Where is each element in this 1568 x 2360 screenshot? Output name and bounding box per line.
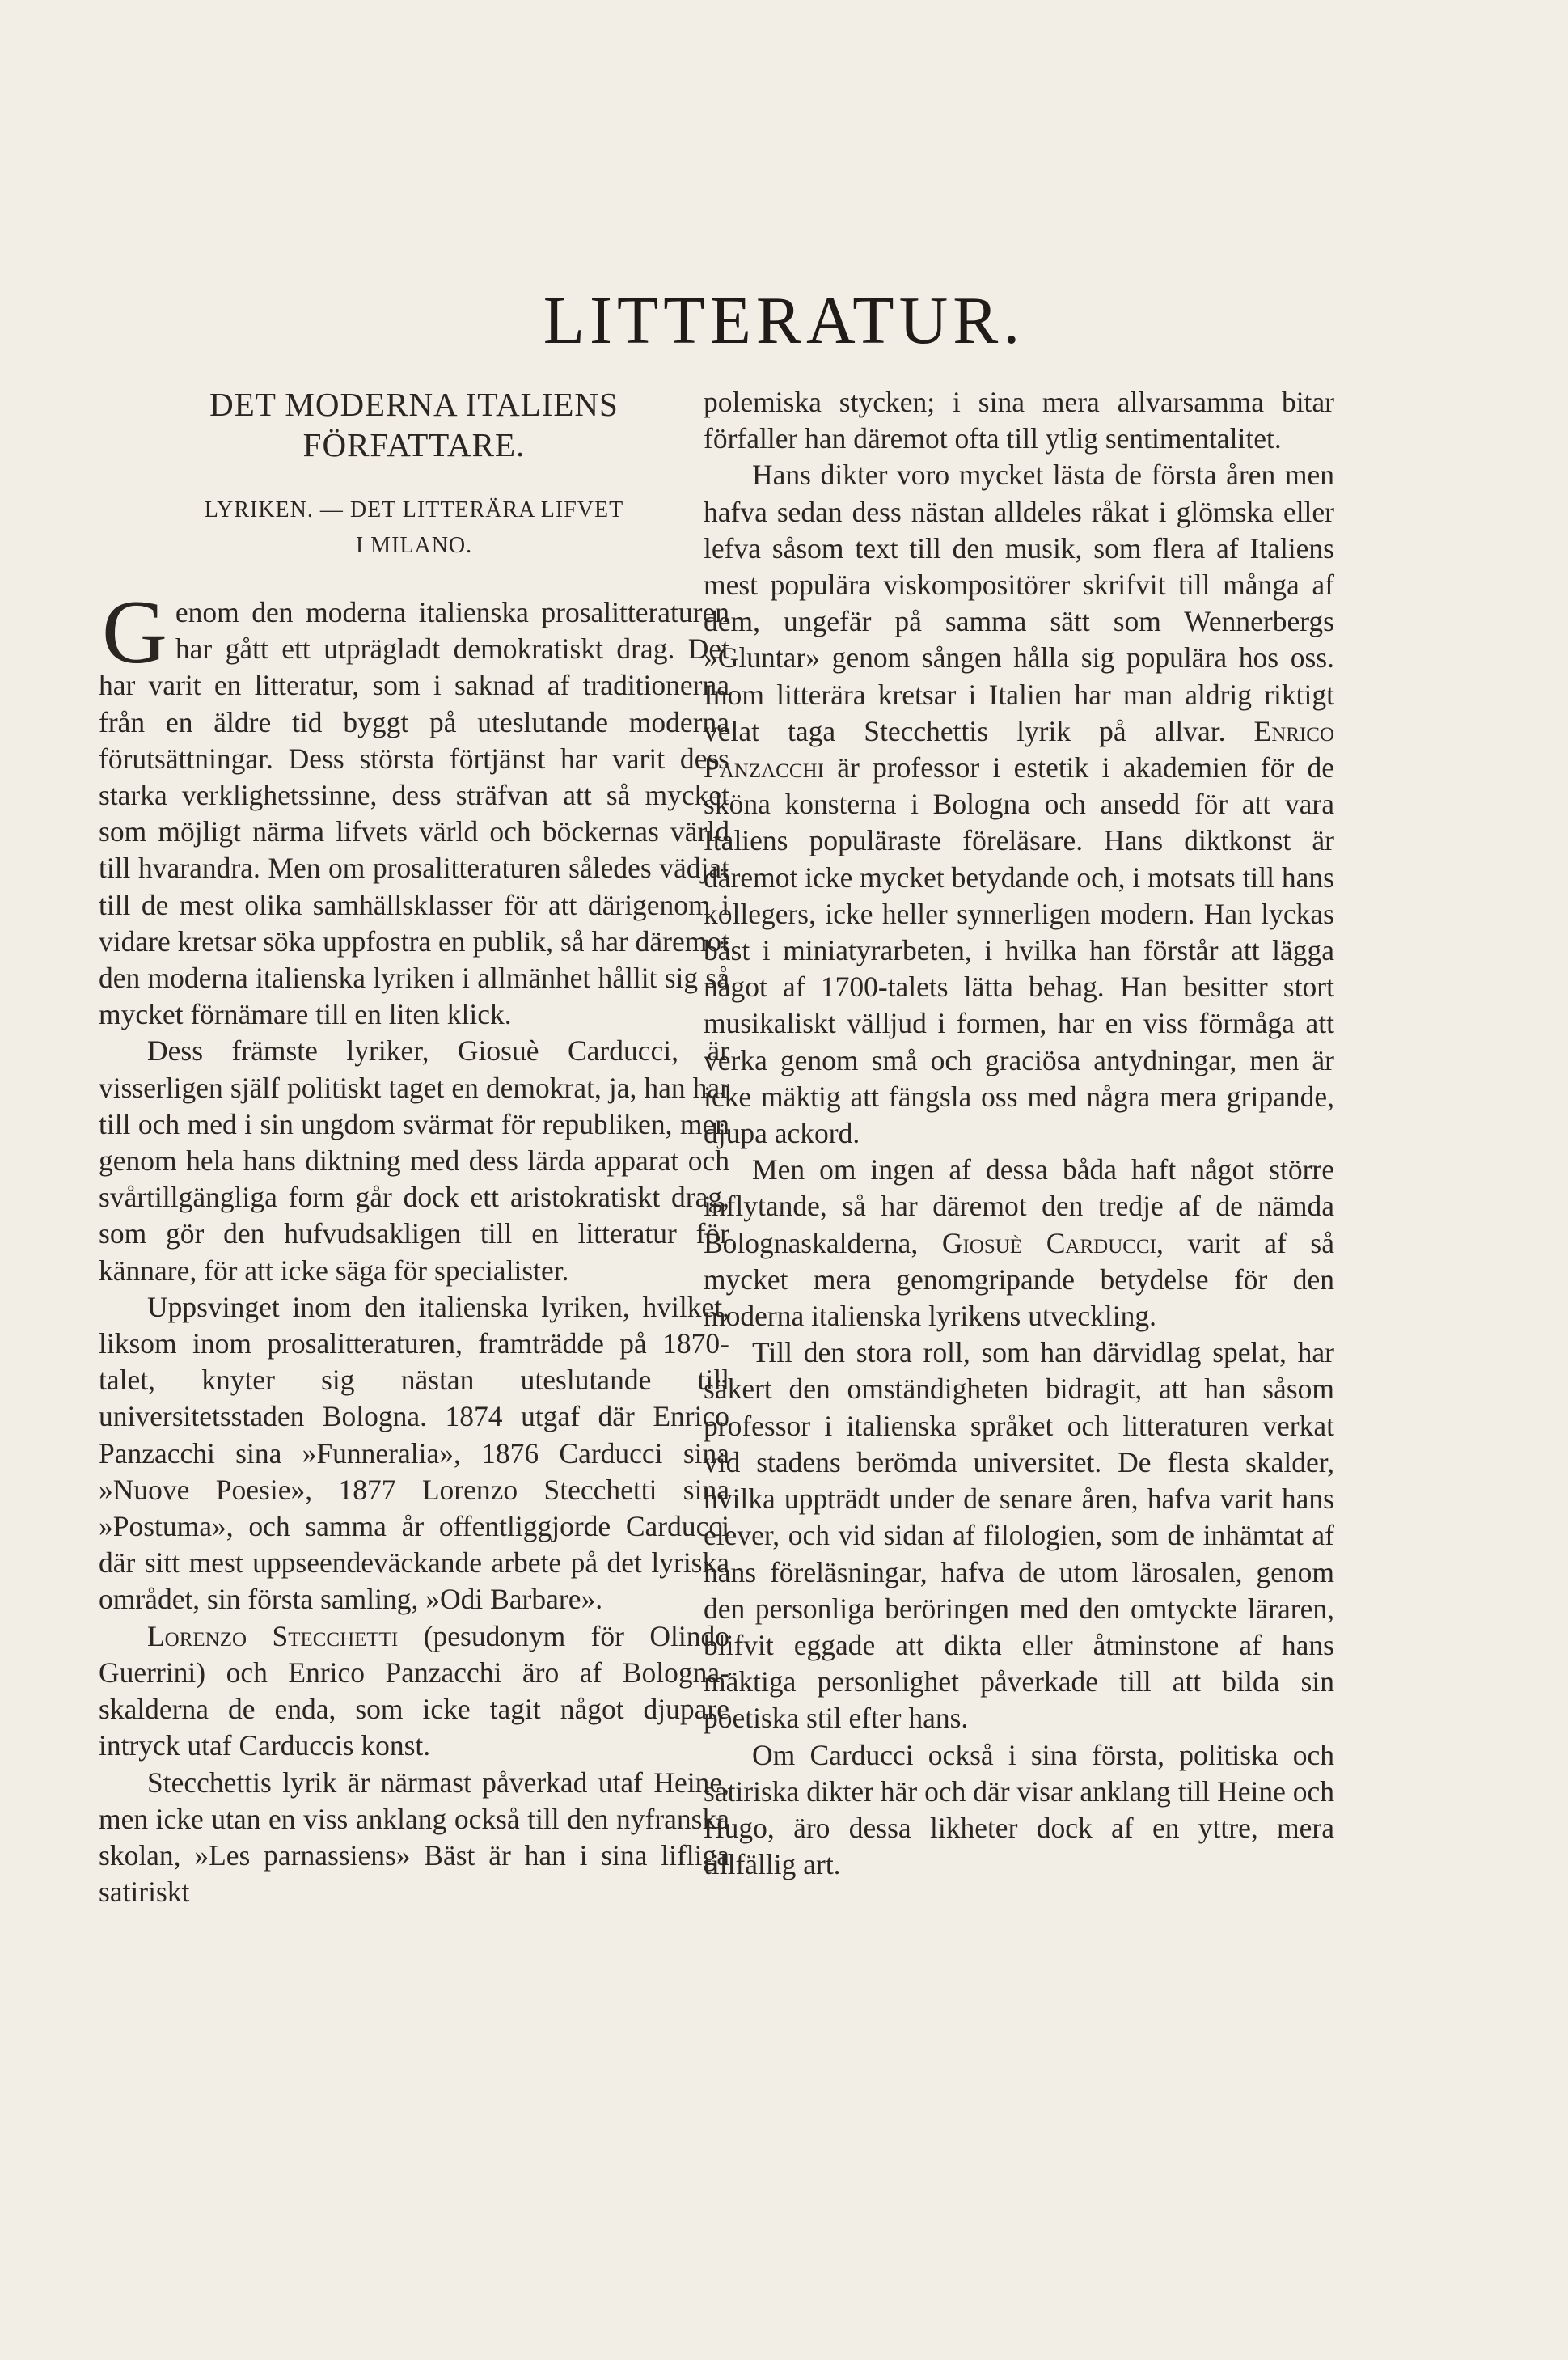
paragraph-7 (704, 457, 1334, 1152)
page-title: LITTERATUR. (543, 283, 1025, 358)
author-name: Lorenzo Stecchetti (147, 1619, 399, 1652)
subtitle-line-1: LYRIKEN. — DET LITTERÄRA LIFVET (204, 497, 624, 522)
paragraph-3: Uppsvinget inom den italienska lyriken, hvilket, liksom inom prosalitteraturen, framträdde på 1870-talet, knyter sig nästan uteslutande till universitetsstaden Bologna. 1874 utgaf där Enrico Panzacchi sina »Funneralia», 1876 Carducci sina »Nuove Poesie», 1877 Lorenzo Stecchetti sina »Postuma», och samma år offentliggjorde Carducci där sitt mest uppseendeväckande arbete på det lyriska området, sin första samling, »Odi Barbare». (99, 1290, 729, 1616)
paragraph-8-text-b: , varit af så mycket mera genomgripande betydelse för den moderna italienska lyrikens utveckling. (704, 1226, 1334, 1333)
paragraph-8 (704, 1152, 1334, 1334)
drop-cap: G (102, 582, 167, 683)
paragraph-1-text: enom den moderna italienska prosalitteraturen har gått ett utprägladt demokratiskt drag. Det har varit en litteratur, som i saknad af traditionerna från en äldre tid byggt på uteslutande moderna förutsättningar. Dess största förtjänst har varit dess starka verklighetssinne, dess sträfvan att så mycket som möjligt närma lifvets värld och böckernas värld till hvarandra. Men om prosalitteraturen således vädjat till de mest olika samhällsklasser för att därigenom i vidare kretsar söka uppfostra en publik, så har däremot den moderna italienska lyriken i allmänhet hållit sig så mycket förnämare till en liten klick. (99, 596, 729, 1031)
paragraph-7-text-b: är professor i estetik i akademien för de sköna konsterna i Bologna och ansedd för att vara Italiens populäraste föreläsare. Hans diktkonst är däremot icke mycket betydande och, i motsats till hans kollegers, icke heller synnerligen modern. Han lyckas bäst i miniatyrarbeten, i hvilka han förstår att lägga något af 1700-talets lätta behag. Han besitter stort musikaliskt välljud i formen, har en viss förmåga att verka genom små och graciösa antydningar, men är icke mäktig att fängsla oss med några mera gripande, djupa ackord. (704, 751, 1334, 1150)
paragraph-8-text-a: Men om ingen af dessa båda haft något större inflytande, så har däremot den tredje af de nämda Bolognaskalderna, (704, 1153, 1334, 1259)
paragraph-4-text: (pesudonym för Olindo Guerrini) och Enrico Panzacchi äro af Bologna-skalderna de enda, som icke tagit något djupare intryck utaf Carduccis konst. (99, 1619, 729, 1762)
right-column (704, 384, 1334, 1883)
paragraph-4 (99, 1618, 729, 1765)
left-column (99, 384, 729, 1910)
paragraph-1 (99, 582, 729, 1033)
paragraph-6: polemiska stycken; i sina mera allvarsamma bitar förfaller han däremot ofta till ytlig sentimentalitet. (704, 386, 1334, 455)
paragraph-2: Dess främste lyriker, Giosuè Carducci, är visserligen själf politiskt taget en demokrat, ja, han har till och med i sin ungdom svärmat för republiken, men genom hela hans diktning med dess lärda apparat och svårtillgängliga form går dock ett aristokratiskt drag, som gör den hufvudsakligen till en litteratur för kännare, för att icke säga för specialister. (99, 1034, 729, 1287)
subtitle-line-2: I MILANO. (355, 533, 473, 558)
author-name: Giosuè Carducci (941, 1226, 1156, 1259)
article-title: DET MODERNA ITALIENS FÖRFATTARE. (209, 386, 619, 463)
paragraph-7-text-a: Hans dikter voro mycket lästa de första åren men hafva sedan dess nästan alldeles råkat i glömska eller lefva såsom text till den musik, som flera af Italiens mest populära viskompositörer skrifvit till många af dem, ungefär på samma sätt som Wennerbergs »Gluntar» genom sången hålla sig populära hos oss. Inom litterära kretsar i Italien har man aldrig riktigt velat taga Stecchettis lyrik på allvar. (704, 459, 1334, 747)
paragraph-9: Till den stora roll, som han därvidlag spelat, har säkert den omständigheten bidragit, att han såsom professor i italienska språket och litteraturen verkat vid stadens berömda universitet. De flesta skalder, hvilka uppträdt under de senare åren, hafva varit hans elever, och vid sidan af filologien, som de inhämtat af hans föreläsningar, hafva de utom lärosalen, genom den personliga beröringen med den omtyckte läraren, blifvit eggade att dikta eller åtminstone af hans mäktiga personlighet påverkade till att bilda sin poetiska stil efter hans. (704, 1336, 1334, 1735)
paragraph-5: Stecchettis lyrik är närmast påverkad utaf Heine, men icke utan en viss anklang också till den nyfranska skolan, »Les parnassiens» Bäst är han i sina lifliga satiriskt (99, 1766, 729, 1909)
article-subtitle (99, 493, 729, 564)
author-name: Enrico Panzacchi (704, 714, 1334, 785)
paragraph-10: Om Carducci också i sina första, politiska och satiriska dikter här och där visar anklang till Heine och Hugo, äro dessa likheter dock af en yttre, mera tillfällig art. (704, 1738, 1334, 1881)
